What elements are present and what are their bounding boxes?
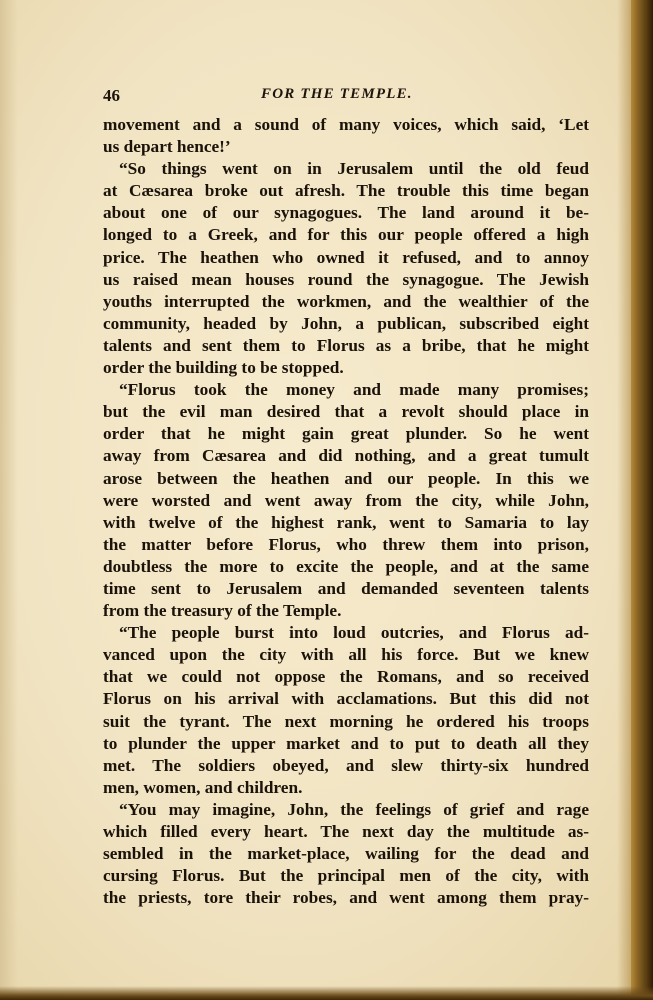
text-line: away from Cæsarea and did nothing, and a great tumult: [103, 446, 589, 466]
text-line: cursing Florus. But the principal men of the city, with: [103, 866, 589, 886]
text-line: the priests, tore their robes, and went among them pray-: [103, 888, 589, 908]
text-line: but the evil man desired that a revolt should place in: [103, 402, 589, 422]
page-left-edge: [0, 0, 18, 1000]
text-line: us depart hence!’: [103, 137, 231, 157]
text-line: order the building to be stopped.: [103, 358, 344, 378]
book-spine: [631, 0, 653, 1000]
gutter-shadow: [617, 0, 631, 1000]
text-line: arose between the heathen and our people. In this we: [103, 468, 589, 488]
text-line: vanced upon the city with all his force. But we knew: [103, 645, 589, 665]
text-line: “Florus took the money and made many promises;: [119, 380, 589, 400]
text-line: to plunder the upper market and to put to death all they: [103, 733, 589, 753]
text-line: youths interrupted the workmen, and the wealthier of the: [103, 291, 589, 311]
text-line: the matter before Florus, who threw them into prison,: [103, 534, 589, 554]
text-line: us raised mean houses round the synagogue. The Jewish: [103, 269, 589, 289]
text-line: at Cæsarea broke out afresh. The trouble this time began: [103, 181, 589, 201]
text-line: with twelve of the highest rank, went to Samaria to lay: [103, 512, 589, 532]
page-number: 46: [103, 86, 120, 105]
text-line: community, headed by John, a publican, subscribed eight: [103, 313, 589, 333]
text-line: price. The heathen who owned it refused, and to annoy: [103, 247, 589, 267]
text-line: time sent to Jerusalem and demanded seventeen talents: [103, 578, 589, 598]
text-line: men, women, and children.: [103, 777, 303, 797]
text-line: longed to a Greek, and for this our people offered a high: [103, 225, 589, 245]
text-line: “You may imagine, John, the feelings of grief and rage: [119, 799, 589, 819]
text-line: about one of our synagogues. The land around it be-: [103, 203, 589, 223]
text-line: Florus on his arrival with acclamations. But this did not: [103, 689, 589, 709]
text-line: sembled in the market-place, wailing for the dead and: [103, 844, 589, 864]
text-line: from the treasury of the Temple.: [103, 601, 342, 621]
page-bottom-edge: [0, 986, 653, 1000]
text-line: “The people burst into loud outcries, and Florus ad-: [119, 623, 589, 643]
text-line: met. The soldiers obeyed, and slew thirty-six hundred: [103, 755, 589, 775]
text-line: which filled every heart. The next day the multitude as-: [103, 822, 589, 841]
text-line: were worsted and went away from the city, while John,: [103, 490, 589, 510]
text-line: movement and a sound of many voices, which said, ‘Let: [103, 115, 589, 134]
running-title: FOR THE TEMPLE.: [261, 86, 413, 102]
text-line: “So things went on in Jerusalem until the old feud: [119, 159, 589, 179]
text-line: order that he might gain great plunder. So he went: [103, 424, 589, 444]
text-line: doubtless the more to excite the people, and at the same: [103, 556, 589, 576]
text-line: suit the tyrant. The next morning he ordered his troops: [103, 711, 589, 731]
page-header: [103, 86, 589, 108]
text-line: that we could not oppose the Romans, and so received: [103, 667, 589, 687]
body-text: [103, 114, 589, 909]
text-line: talents and sent them to Florus as a bribe, that he might: [103, 335, 589, 355]
